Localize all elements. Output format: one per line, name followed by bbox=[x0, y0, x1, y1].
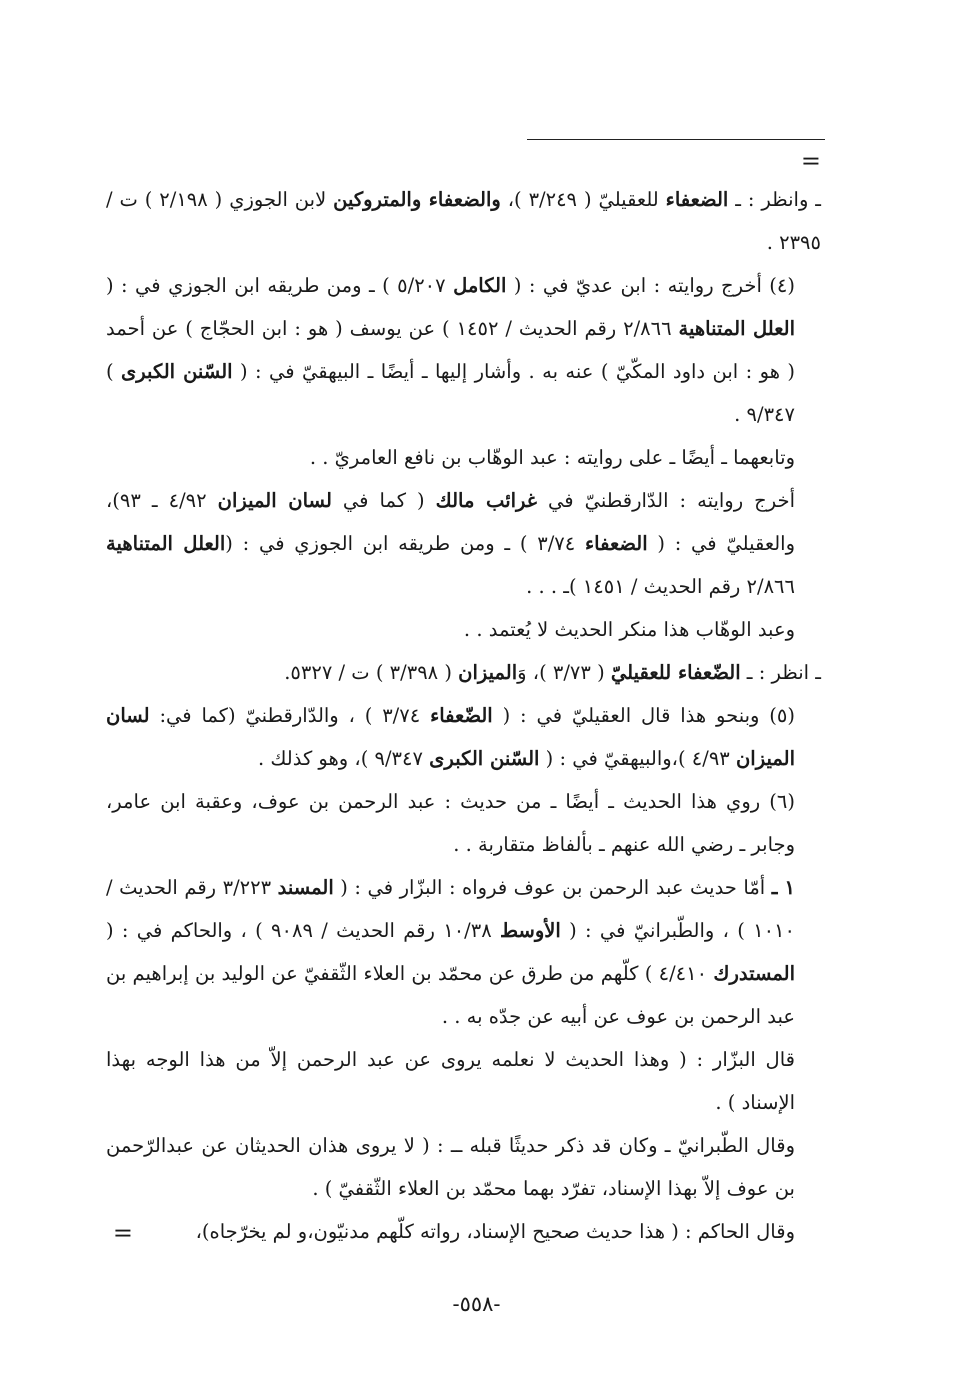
continuation-mark-top: = bbox=[800, 147, 821, 175]
paragraph-11: وقال الطّبرانيّ ـ وكان قد ذكر حديثًا قبله ــ : ( لا يروى هذان الحديثان عن عبدالرّحمن بن عوف إلاّ بهذا الإسناد، تفرّد بهما محمّد بن العلاء الثّقفيّ ) . bbox=[106, 1134, 795, 1200]
paragraph-4: أخرج روايته : الدّارقطنيّ في غرائب مالك ( كما في لسان الميزان ٤/٩٢ ـ ٩٣)، والعقيليّ في : ( الضعفاء ٣/٧٤ ) ـ ومن طريقه ابن الجوزي في : (العلل المتناهية ٢/٨٦٦ رقم الحديث / ١٤٥١ )ـ . . . bbox=[106, 489, 796, 598]
footnotes-body bbox=[106, 178, 821, 1253]
paragraph-1: ـ وانظر : ـ الضعفاء للعقيليّ ( ٣/٢٤٩ )، والضعفاء والمتروكين لابن الجوزي ( ٢/١٩٨ ) ت / ٢٣٩٥ . bbox=[106, 188, 821, 254]
page-number: -٥٥٨- bbox=[452, 1292, 501, 1316]
paragraph-12: وقال الحاكم : ( هذا حديث صحيح الإسناد، رواته كلّهم مدنيّون،و لم يخرّجاه)، bbox=[195, 1220, 795, 1243]
paragraph-9: ١ ـ أمّا حديث عبد الرحمن بن عوف فرواه : البزّار في : ( المسند ٣/٢٢٣ رقم الحديث / ١٠١٠ ) ، والطّبرانيّ في : ( الأوسط ١٠/٣٨ رقم الحديث / ٩٠٨٩ ) ، والحاكم في : ( المستدرك ٤/٤١٠ ) كلّهم من طرق عن محمّد بن العلاء الثّقفيّ عن الوليد بن إبراهيم بن عبد الرحمن بن عوف عن أبيه عن جدّه به . . bbox=[106, 876, 796, 1028]
paragraph-5: وعبد الوهّاب هذا منكر الحديث لا يُعتمد . . bbox=[463, 618, 795, 641]
footnote-separator-rule bbox=[527, 139, 825, 140]
paragraph-3: وتابعهما ـ أيضًا ـ على روايته : عبد الوهّاب بن نافع العامريّ . . bbox=[309, 446, 795, 469]
continuation-mark-bottom: = bbox=[112, 1219, 133, 1247]
paragraph-8: (٦) روي هذا الحديث ـ أيضًا ـ من حديث : عبد الرحمن بن عوف، وعقبة ابن عامر، وجابر ـ رضي الله عنهم ـ بألفاظ متقاربة . . bbox=[106, 790, 795, 856]
paragraph-10: قال البزّار : ( وهذا الحديث لا نعلمه يروى عن عبد الرحمن إلاّ من هذا الوجه بهذا الإسناد ) . bbox=[106, 1048, 795, 1114]
paragraph-6: ـ انظر : ـ الضّعفاء للعقيليّ ( ٣/٧٣ )، وَالميزان ( ٣/٣٩٨ ) ت / ٥٣٢٧. bbox=[284, 661, 821, 684]
paragraph-7: (٥) وبنحو هذا قال العقيليّ في : ( الضّعفاء ٣/٧٤ ) ، والدّارقطنيّ (كما في: لسان الميزان ٤/٩٣ )،والبيهقيّ في : ( السّنن الكبرى ٩/٣٤٧ )، وهو كذلك . bbox=[106, 704, 795, 770]
paragraph-2: (٤) أخرج روايته : ابن عديّ في : ( الكامل ٥/٢٠٧ ) ـ ومن طريقه ابن الجوزي في : ( العلل المتناهية ٢/٨٦٦ رقم الحديث / ١٤٥٢ ) عن يوسف ( هو : ابن الحجّاج ) عن أحمد ( هو : ابن داود المكّيّ ) عنه به . وأشار إليها ـ أيضًا ـ البيهقيّ في : ( السّنن الكبرى ) ٩/٣٤٧ . bbox=[106, 274, 796, 426]
